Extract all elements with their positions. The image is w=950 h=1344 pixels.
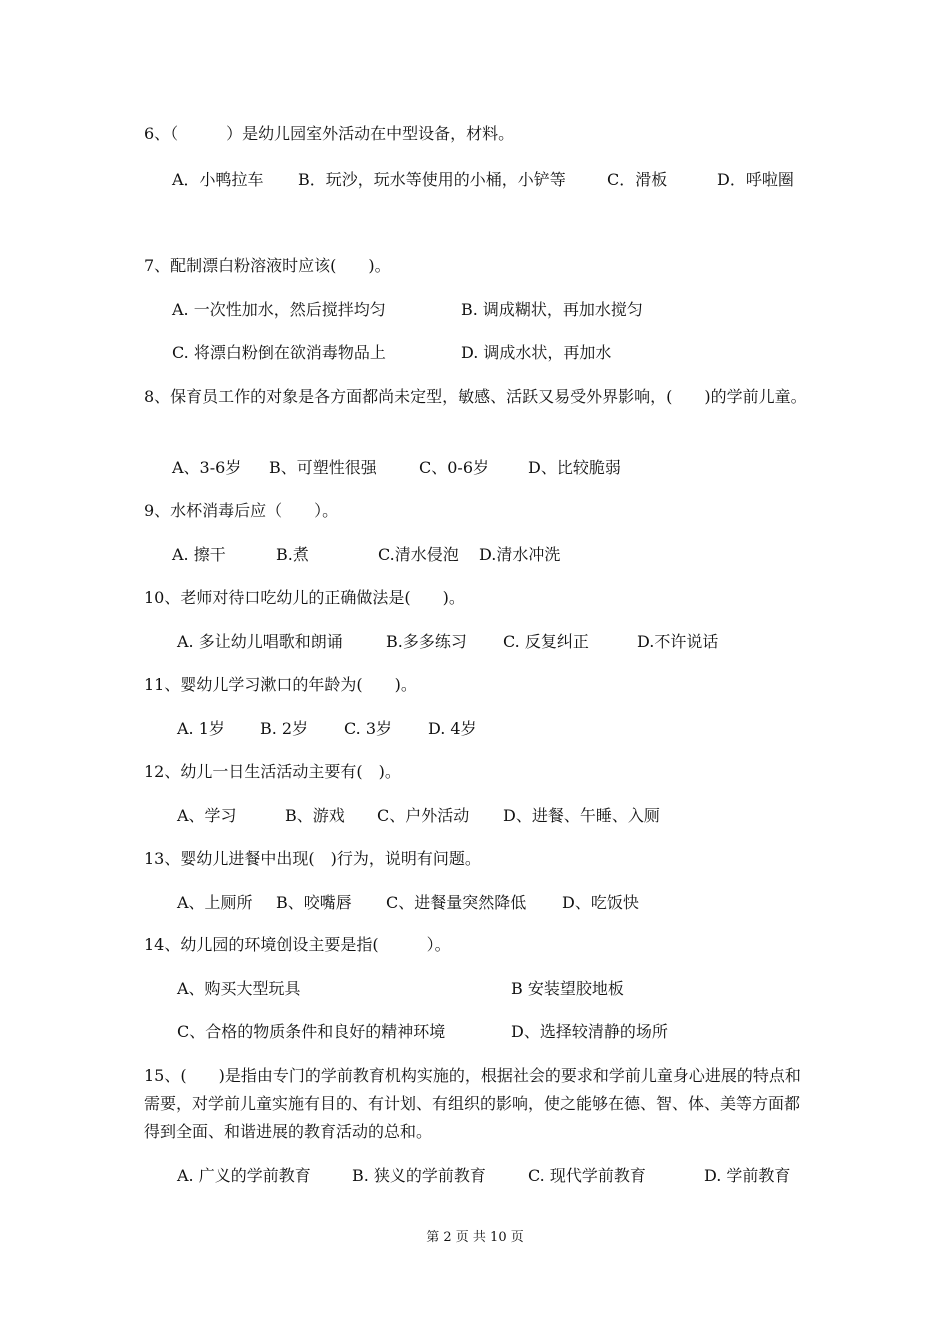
question-14-stem: 14、幼儿园的环境创设主要是指( ）。 [144, 935, 451, 954]
question-13-stem: 13、婴幼儿进餐中出现( )行为，说明有问题。 [144, 849, 481, 868]
question-8-option-a: A、3-6岁 [172, 458, 242, 477]
question-12-option-b: B、游戏 [285, 806, 345, 825]
question-7-stem: 7、配制漂白粉溶液时应该( )。 [144, 256, 391, 275]
question-13-option-b: B、咬嘴唇 [276, 893, 352, 912]
question-8-option-c: C、0-6岁 [419, 458, 490, 477]
question-10-option-a: A. 多让幼儿唱歌和朗诵 [177, 632, 343, 651]
question-12-option-a: A、学习 [177, 806, 237, 825]
question-12-option-d: D、进餐、午睡、入厕 [503, 806, 660, 825]
question-11-option-a: A. 1岁 [177, 719, 225, 738]
question-11-stem: 11、婴幼儿学习漱口的年龄为( )。 [144, 675, 417, 694]
question-7-option-c: C. 将漂白粉倒在欲消毒物品上 [172, 343, 386, 362]
question-8-stem: 8、保育员工作的对象是各方面都尚未定型，敏感、活跃又易受外界影响，( )的学前儿童。 [144, 387, 807, 406]
question-9-option-d: D.清水冲洗 [479, 545, 561, 564]
question-8-option-d: D、比较脆弱 [528, 458, 621, 477]
question-14-option-c: C、合格的物质条件和良好的精神环境 [177, 1022, 446, 1041]
question-14-option-a: A、购买大型玩具 [177, 979, 301, 998]
question-12-option-c: C、户外活动 [377, 806, 470, 825]
question-11-option-d: D. 4岁 [428, 719, 477, 738]
question-6-option-a: A．小鸭拉车 [172, 170, 264, 189]
question-6-option-c: C．滑板 [607, 170, 668, 189]
question-10-option-b: B.多多练习 [386, 632, 467, 651]
question-14-option-d: D、选择较清静的场所 [511, 1022, 668, 1041]
question-6-option-b: B．玩沙，玩水等使用的小桶，小铲等 [298, 170, 566, 189]
question-14-option-b: B 安装望胶地板 [511, 979, 624, 998]
question-9-stem: 9、水杯消毒后应（ ）。 [144, 501, 339, 520]
question-13-option-d: D、吃饭快 [562, 893, 639, 912]
question-6-stem: 6、（ ）是幼儿园室外活动在中型设备，材料。 [144, 124, 515, 143]
page-footer: 第 2 页 共 10 页 [426, 1230, 524, 1245]
question-11-option-b: B. 2岁 [260, 719, 309, 738]
question-10-option-d: D.不许说话 [637, 632, 719, 651]
question-6-option-d: D．呼啦圈 [717, 170, 794, 189]
question-7-option-d: D. 调成水状，再加水 [461, 343, 612, 362]
question-12-stem: 12、幼儿一日生活活动主要有( )。 [144, 762, 401, 781]
question-7-option-a: A. 一次性加水，然后搅拌均匀 [172, 300, 386, 319]
question-8-option-b: B、可塑性很强 [269, 458, 377, 477]
question-9-option-b: B.煮 [276, 545, 309, 564]
question-10-stem: 10、老师对待口吃幼儿的正确做法是( )。 [144, 588, 465, 607]
question-10-option-c: C. 反复纠正 [503, 632, 589, 651]
question-9-option-a: A. 擦干 [172, 545, 226, 564]
question-13-option-c: C、进餐量突然降低 [386, 893, 527, 912]
question-11-option-c: C. 3岁 [344, 719, 393, 738]
question-15-option-c: C. 现代学前教育 [528, 1166, 646, 1185]
question-15-option-d: D. 学前教育 [704, 1166, 791, 1185]
question-7-option-b: B. 调成糊状，再加水搅匀 [461, 300, 643, 319]
question-15-stem: 15、( )是指由专门的学前教育机构实施的，根据社会的要求和学前儿童身心进展的特点和需要，对学前儿童实施有目的、有计划、有组织的影响，使之能够在德、智、体、美等方面都得到全面、和谐进展的教育活动的总和。 [144, 1066, 801, 1141]
question-13-option-a: A、上厕所 [177, 893, 253, 912]
question-9-option-c: C.清水侵泡 [378, 545, 459, 564]
question-15-option-b: B. 狭义的学前教育 [352, 1166, 486, 1185]
question-15-option-a: A. 广义的学前教育 [177, 1166, 311, 1185]
